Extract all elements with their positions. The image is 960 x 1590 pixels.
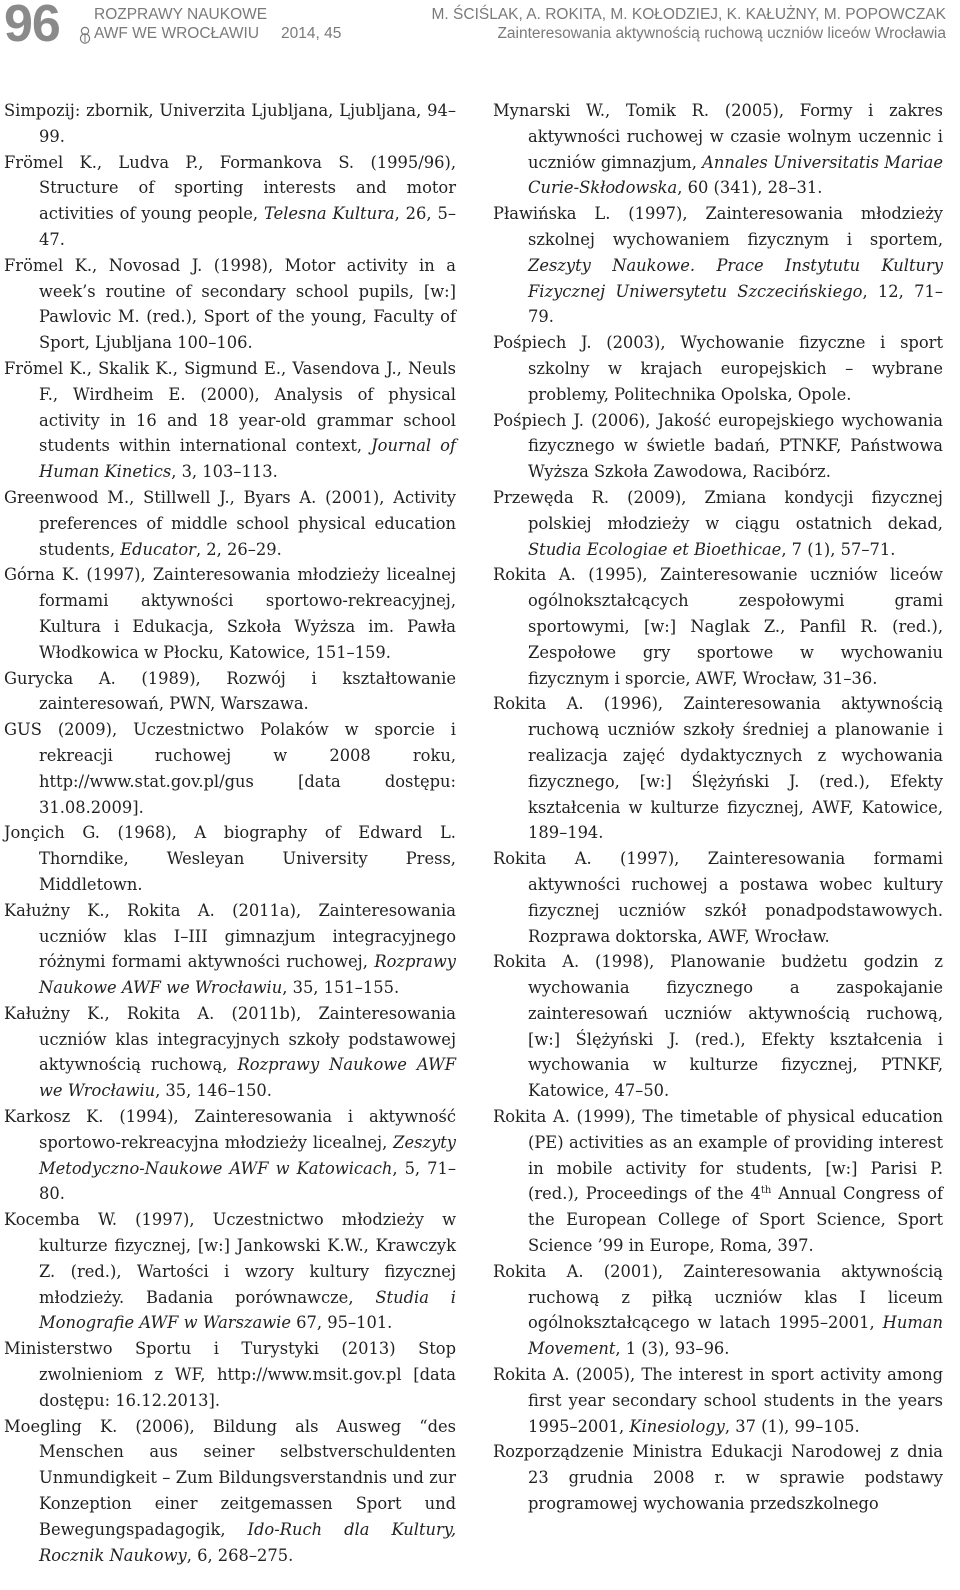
reference-text: Gurycka A. (1989), Rozwój i kształtowanie zainteresowań, PWN, Warszawa. bbox=[4, 668, 456, 714]
reference-superscript: th bbox=[760, 1185, 772, 1197]
reference-text: Kocemba W. (1997), Uczestnictwo młodzieży w kulturze fizycznej, [w:] Jankowski K.W., Krawczyk Z. (red.), Wartości i wzory kultury fizycznej młodzieży. Badania porównawcze, bbox=[4, 1210, 456, 1307]
reference-text: Frömel K., Ludva P., Formankova S. (1995/96), Structure of sporting interests and motor activities of young people, bbox=[4, 152, 456, 224]
reference-entry bbox=[493, 1362, 943, 1439]
reference-entry bbox=[493, 691, 943, 846]
reference-entry bbox=[493, 562, 943, 691]
reference-entry bbox=[493, 1104, 943, 1259]
reference-text: Rozporządzenie Ministra Edukacji Narodowej z dnia 23 grudnia 2008 r. w sprawie podstawy programowej wychowania przedszkolnego bbox=[493, 1442, 943, 1514]
reference-text: Simpozij: zbornik, Univerzita Ljubljana, Ljubljana, 94–99. bbox=[4, 101, 456, 146]
reference-text: Pławińska L. (1997), Zainteresowania młodzieży szkolnej wychowaniem fizycznym i sportem, bbox=[493, 204, 943, 249]
reference-entry bbox=[4, 562, 456, 665]
reference-entry bbox=[4, 485, 456, 562]
references-left-column bbox=[4, 98, 456, 1568]
reference-entry bbox=[4, 1001, 456, 1104]
references-right-column bbox=[493, 98, 943, 1517]
reference-text: , 12, 71–79. bbox=[528, 281, 943, 327]
reference-entry bbox=[4, 1336, 456, 1413]
reference-text: Pośpiech J. (2006), Jakość europejskiego wychowania fizycznego w świetle badań, PTNKF, Państwowa Wyższa Szkoła Zawodowa, Racibórz. bbox=[493, 410, 943, 482]
running-header bbox=[432, 5, 946, 43]
reference-text: Rokita A. (1995), Zainteresowanie uczniów liceów ogólnokształcących zespołowymi grami sportowymi, [w:] Naglak Z., Panfil R. (red.), Zespołowe gry sportowe w wychowaniu fizycznym i sporcie, AWF, Wrocław, 31–36. bbox=[493, 565, 943, 688]
reference-text: GUS (2009), Uczestnictwo Polaków w sporcie i rekreacji ruchowej w 2008 roku, http://www.stat.gov.pl/gus [data dostępu: 31.08.2009]. bbox=[4, 720, 456, 817]
running-title: Zainteresowania aktywnością ruchową uczniów liceów Wrocławia bbox=[497, 25, 946, 42]
reference-source-title: Journal of Human Kinetics bbox=[39, 436, 456, 482]
reference-entry bbox=[4, 1414, 456, 1569]
page-header bbox=[0, 0, 960, 52]
journal-logo-icon bbox=[78, 26, 92, 44]
reference-text: , 37 (1), 99–105. bbox=[724, 1416, 860, 1436]
reference-entry bbox=[493, 1439, 943, 1516]
reference-source-title: Rozprawy Naukowe AWF we Wrocławiu bbox=[39, 952, 456, 998]
reference-source-title: Zeszyty Naukowe. Prace Instytutu Kultury Fizycznej Uniwersytetu Szczecińskiego bbox=[528, 255, 943, 301]
reference-entry bbox=[493, 949, 943, 1104]
reference-entry bbox=[493, 846, 943, 949]
reference-text: Greenwood M., Stillwell J., Byars A. (2001), Activity preferences of middle school physical education students, bbox=[4, 487, 456, 559]
reference-entry bbox=[493, 408, 943, 485]
reference-text: , 35, 151–155. bbox=[282, 978, 400, 998]
reference-entry bbox=[493, 1259, 943, 1362]
reference-entry bbox=[4, 820, 456, 897]
reference-text: , 7 (1), 57–71. bbox=[781, 539, 896, 559]
reference-text: Kałużny K., Rokita A. (2011a), Zainteresowania uczniów klas I–III gimnazjum integracyjnego różnymi formami aktywności ruchowej, bbox=[4, 900, 456, 972]
reference-entry bbox=[493, 98, 943, 201]
reference-source-title: Studia Ecologiae et Bioethicae bbox=[528, 539, 782, 559]
reference-text: Rokita A. (2001), Zainteresowania aktywnością ruchową z piłką uczniów klas I liceum ogólnokształcącego w latach 1995–2001, bbox=[493, 1261, 943, 1333]
reference-text: Moegling K. (2006), Bildung als Ausweg “des Menschen aus seiner selbstverschuldenten Unmundigkeit – Zum Bildungsverstandnis und zur Konzeption einer zeitgemassen Sport und Bewegungspadagogik, bbox=[4, 1416, 456, 1539]
reference-text: Rokita A. (1998), Planowanie budżetu godzin z wychowania fizycznego a zaspokajanie zainteresowań uczniów aktywnością ruchową, [w:] Ślężyński J. (red.), Efekty kształcenia i wychowania w kulturze fizycznej, PTNKF, Katowice, 47–50. bbox=[493, 952, 943, 1101]
reference-text: Rokita A. (1996), Zainteresowania aktywnością ruchową uczniów szkoły średniej a planowanie i realizacja zajęć dydaktycznych z wychowania fizycznego, [w:] Ślężyński J. (red.), Efekty kształcenia w kulturze fizycznej, AWF, Katowice, 189–194. bbox=[493, 694, 943, 843]
reference-text: Mynarski W., Tomik R. (2005), Formy i zakres aktywności ruchowej w czasie wolnym uczennic i uczniów gimnazjum, bbox=[493, 101, 943, 172]
journal-line-1: ROZPRAWY NAUKOWE bbox=[94, 6, 268, 23]
reference-text: Annual Congress of the European College of Sport Science, Sport Science ’99 in Europe, Roma, 397. bbox=[528, 1184, 943, 1256]
reference-entry bbox=[4, 1104, 456, 1207]
reference-entry bbox=[493, 330, 943, 407]
reference-text: Jonçich G. (1968), A biography of Edward L. Thorndike, Wesleyan University Press, Middletown. bbox=[4, 823, 456, 894]
reference-text: Frömel K., Novosad J. (1998), Motor activity in a week’s routine of secondary school pupils, [w:] Pawlovic M. (red.), Sport of the young, Faculty of Sport, Ljubljana 100–106. bbox=[4, 255, 456, 353]
reference-entry bbox=[4, 717, 456, 820]
page-number: 96 bbox=[4, 0, 60, 53]
reference-text: , 1 (3), 93–96. bbox=[615, 1339, 730, 1359]
reference-source-title: Annales Universitatis Mariae Curie-Skłodowska bbox=[528, 152, 943, 198]
reference-text: Karkosz K. (1994), Zainteresowania i aktywność sportowo-rekreacyjna młodzieży licealnej, bbox=[4, 1107, 456, 1152]
reference-text: Kałużny K., Rokita A. (2011b), Zainteresowania uczniów klas integracyjnych szkoły podstawowej aktywnością ruchową, bbox=[4, 1003, 456, 1075]
reference-entry bbox=[493, 201, 943, 330]
reference-source-title: Telesna Kultura bbox=[263, 204, 395, 224]
reference-text: , 3, 103–113. bbox=[171, 462, 278, 482]
reference-text: Przewęda R. (2009), Zmiana kondycji fizycznej polskiej młodzieży w ciągu ostatnich dekad, bbox=[493, 487, 943, 533]
reference-source-title: Studia i Monografie AWF w Warszawie bbox=[39, 1287, 456, 1333]
reference-text: Rokita A. (1999), The timetable of physical education (PE) activities as an example of providing interest in mobile activity for students, [w:] Parisi P. (red.), Proceedings of the 4 bbox=[493, 1107, 943, 1204]
reference-entry bbox=[4, 1207, 456, 1336]
reference-source-title: Kinesiology bbox=[629, 1416, 725, 1436]
reference-text: , 35, 146–150. bbox=[155, 1081, 272, 1101]
reference-entry bbox=[4, 356, 456, 485]
journal-name bbox=[94, 5, 341, 43]
reference-text: , 2, 26–29. bbox=[195, 539, 282, 559]
reference-source-title: Educator bbox=[120, 539, 196, 559]
reference-text: Górna K. (1997), Zainteresowania młodzieży licealnej formami aktywności sportowo-rekreacyjnej, Kultura i Edukacja, Szkoła Wyższa im. Pawła Włodkowica w Płocku, Katowice, 151–159. bbox=[4, 565, 456, 662]
reference-source-title: Rozprawy Naukowe AWF we Wrocławiu bbox=[39, 1055, 456, 1101]
journal-issue: 2014, 45 bbox=[281, 25, 342, 42]
reference-entry bbox=[4, 898, 456, 1001]
reference-text: , 26, 5–47. bbox=[39, 204, 456, 249]
reference-text: Frömel K., Skalik K., Sigmund E., Vasendova J., Neuls F., Wirdheim E. (2000), Analysis of physical activity in 16 and 18 year-old grammar school students within international context, bbox=[4, 358, 456, 456]
reference-entry bbox=[493, 485, 943, 562]
reference-source-title: Human Movement bbox=[528, 1313, 943, 1359]
reference-entry bbox=[4, 666, 456, 718]
reference-entry bbox=[4, 253, 456, 356]
reference-source-title: Zeszyty Metodyczno-Naukowe AWF w Katowicach bbox=[39, 1132, 456, 1178]
reference-entry bbox=[4, 150, 456, 253]
reference-text: Rokita A. (2005), The interest in sport activity among first year secondary school students in the years 1995–2001, bbox=[493, 1365, 943, 1436]
reference-text: , 6, 268–275. bbox=[186, 1545, 294, 1565]
reference-entry bbox=[4, 98, 456, 150]
reference-text: , 5, 71–80. bbox=[39, 1158, 456, 1204]
reference-text: , 60 (341), 28–31. bbox=[677, 178, 823, 198]
running-authors: M. ŚCIŚLAK, A. ROKITA, M. KOŁODZIEJ, K. KAŁUŻNY, M. POPOWCZAK bbox=[431, 6, 946, 23]
journal-line-2: AWF WE WROCŁAWIU bbox=[94, 25, 260, 42]
reference-text: Rokita A. (1997), Zainteresowania formami aktywności ruchowej a postawa wobec kultury fizycznej uczniów szkół ponadpodstawowych. Rozprawa doktorska, AWF, Wrocław. bbox=[493, 849, 943, 946]
reference-text: Pośpiech J. (2003), Wychowanie fizyczne i sport szkolny w krajach europejskich – wybrane problemy, Politechnika Opolska, Opole. bbox=[493, 333, 943, 404]
reference-source-title: Ido-Ruch dla Kultury, Rocznik Naukowy bbox=[39, 1519, 456, 1565]
reference-text: Ministerstwo Sportu i Turystyki (2013) Stop zwolnieniom z WF, http://www.msit.gov.pl [data dostępu: 16.12.2013]. bbox=[4, 1339, 456, 1410]
reference-text: 67, 95–101. bbox=[291, 1313, 393, 1333]
